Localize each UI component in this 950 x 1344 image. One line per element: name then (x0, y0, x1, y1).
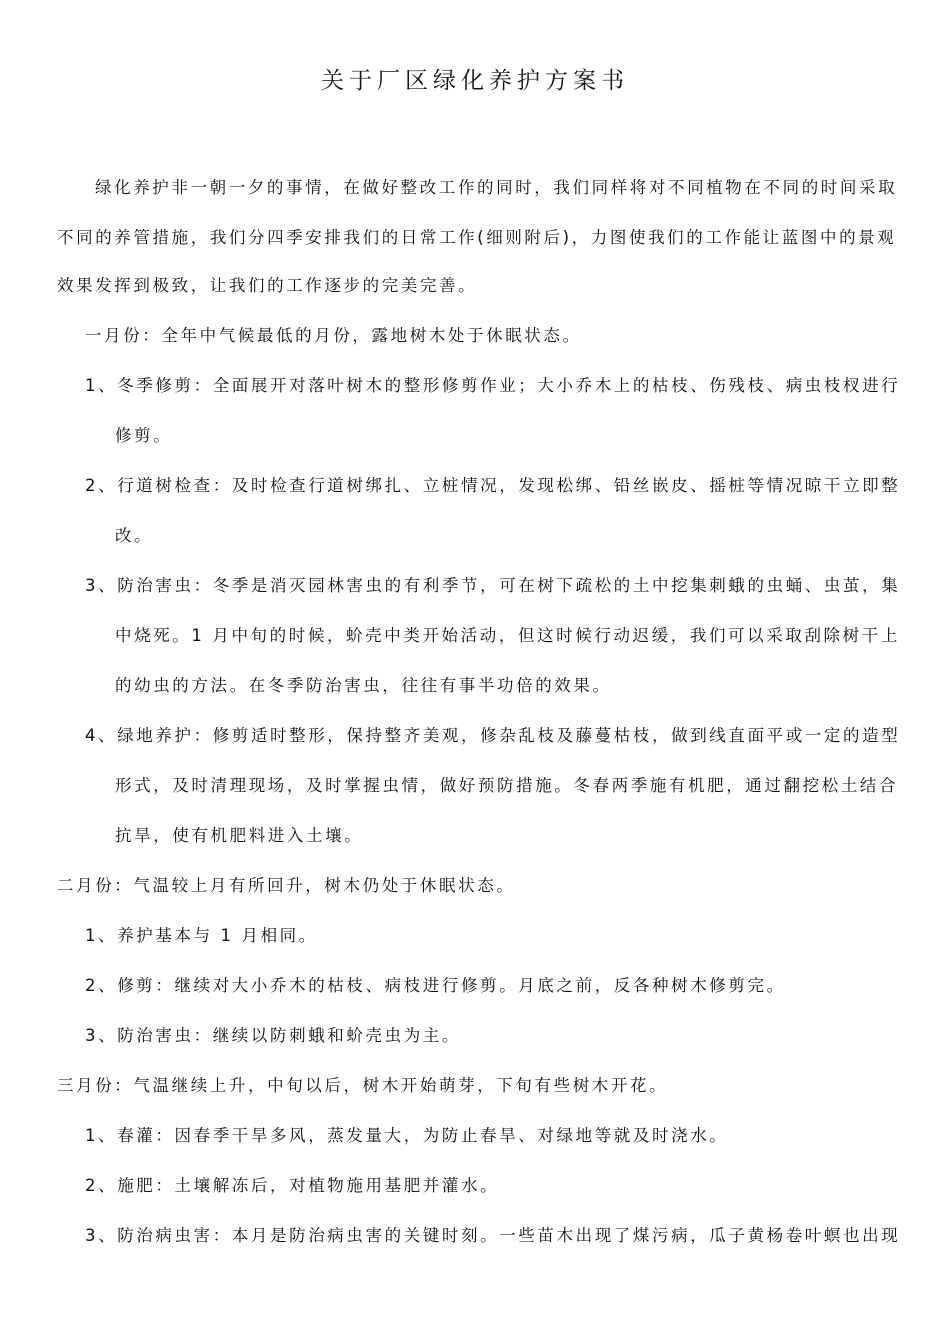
february-heading: 二月份：气温较上月有所回升，树木仍处于休眠状态。 (57, 876, 516, 895)
february-item-1: 1、养护基本与 1 月相同。 (85, 926, 318, 945)
january-item-4-cont: 抗旱，使有机肥料进入土壤。 (115, 826, 364, 845)
document-title: 关于厂区绿化养护方案书 (321, 68, 629, 94)
january-heading: 一月份：全年中气候最低的月份，露地树木处于休眠状态。 (85, 326, 582, 345)
intro-paragraph-line: 绿化养护非一朝一夕的事情，在做好整改工作的同时，我们同样将对不同植物在不同的时间采取 (95, 178, 898, 197)
march-item-1: 1、春灌：因春季干旱多风，蒸发量大，为防止春旱、对绿地等就及时浇水。 (85, 1126, 729, 1145)
january-item-3: 3、防治害虫：冬季是消灭园林害虫的有利季节，可在树下疏松的土中挖集刺蛾的虫蛹、虫茧，集 (85, 576, 901, 595)
march-heading: 三月份：气温继续上升，中旬以后，树木开始萌芽，下旬有些树木开花。 (57, 1076, 669, 1095)
january-item-1: 1、冬季修剪：全面展开对落叶树木的整形修剪作业；大小乔木上的枯枝、伤残枝、病虫枝杈进行 (85, 376, 901, 395)
intro-paragraph-line: 效果发挥到极致，让我们的工作逐步的完美完善。 (57, 276, 478, 295)
january-item-3-cont: 中烧死。1 月中旬的时候，蚧壳中类开始活动，但这时候行动迟缓，我们可以采取刮除树干上 (115, 626, 900, 645)
january-item-2-cont: 改。 (115, 526, 154, 545)
january-item-3-cont: 的幼虫的方法。在冬季防治害虫，往往有事半功倍的效果。 (115, 676, 612, 695)
intro-paragraph-line: 不同的养管措施，我们分四季安排我们的日常工作(细则附后)，力图使我们的工作能让蓝图中的景观 (57, 228, 897, 247)
january-item-1-cont: 修剪。 (115, 426, 173, 445)
february-item-2: 2、修剪：继续对大小乔木的枯枝、病枝进行修剪。月底之前，反各种树木修剪完。 (85, 976, 786, 995)
january-item-4-cont: 形式，及时清理现场，及时掌握虫情，做好预防措施。冬春两季施有机肥，通过翻挖松土结合 (115, 776, 899, 795)
february-item-3: 3、防治害虫：继续以防刺蛾和蚧壳虫为主。 (85, 1026, 461, 1045)
january-item-2: 2、行道树检查：及时检查行道树绑扎、立桩情况，发现松绑、铅丝嵌皮、摇桩等情况晾干立即整 (85, 476, 901, 495)
march-item-2: 2、施肥：土壤解冻后，对植物施用基肥并灌水。 (85, 1176, 500, 1195)
january-item-4: 4、绿地养护：修剪适时整形，保持整齐美观，修杂乱枝及藤蔓枯枝，做到线直面平或一定的造型 (85, 726, 901, 745)
march-item-3: 3、防治病虫害：本月是防治病虫害的关键时刻。一些苗木出现了煤污病，瓜子黄杨卷叶螟也出现 (85, 1226, 901, 1245)
